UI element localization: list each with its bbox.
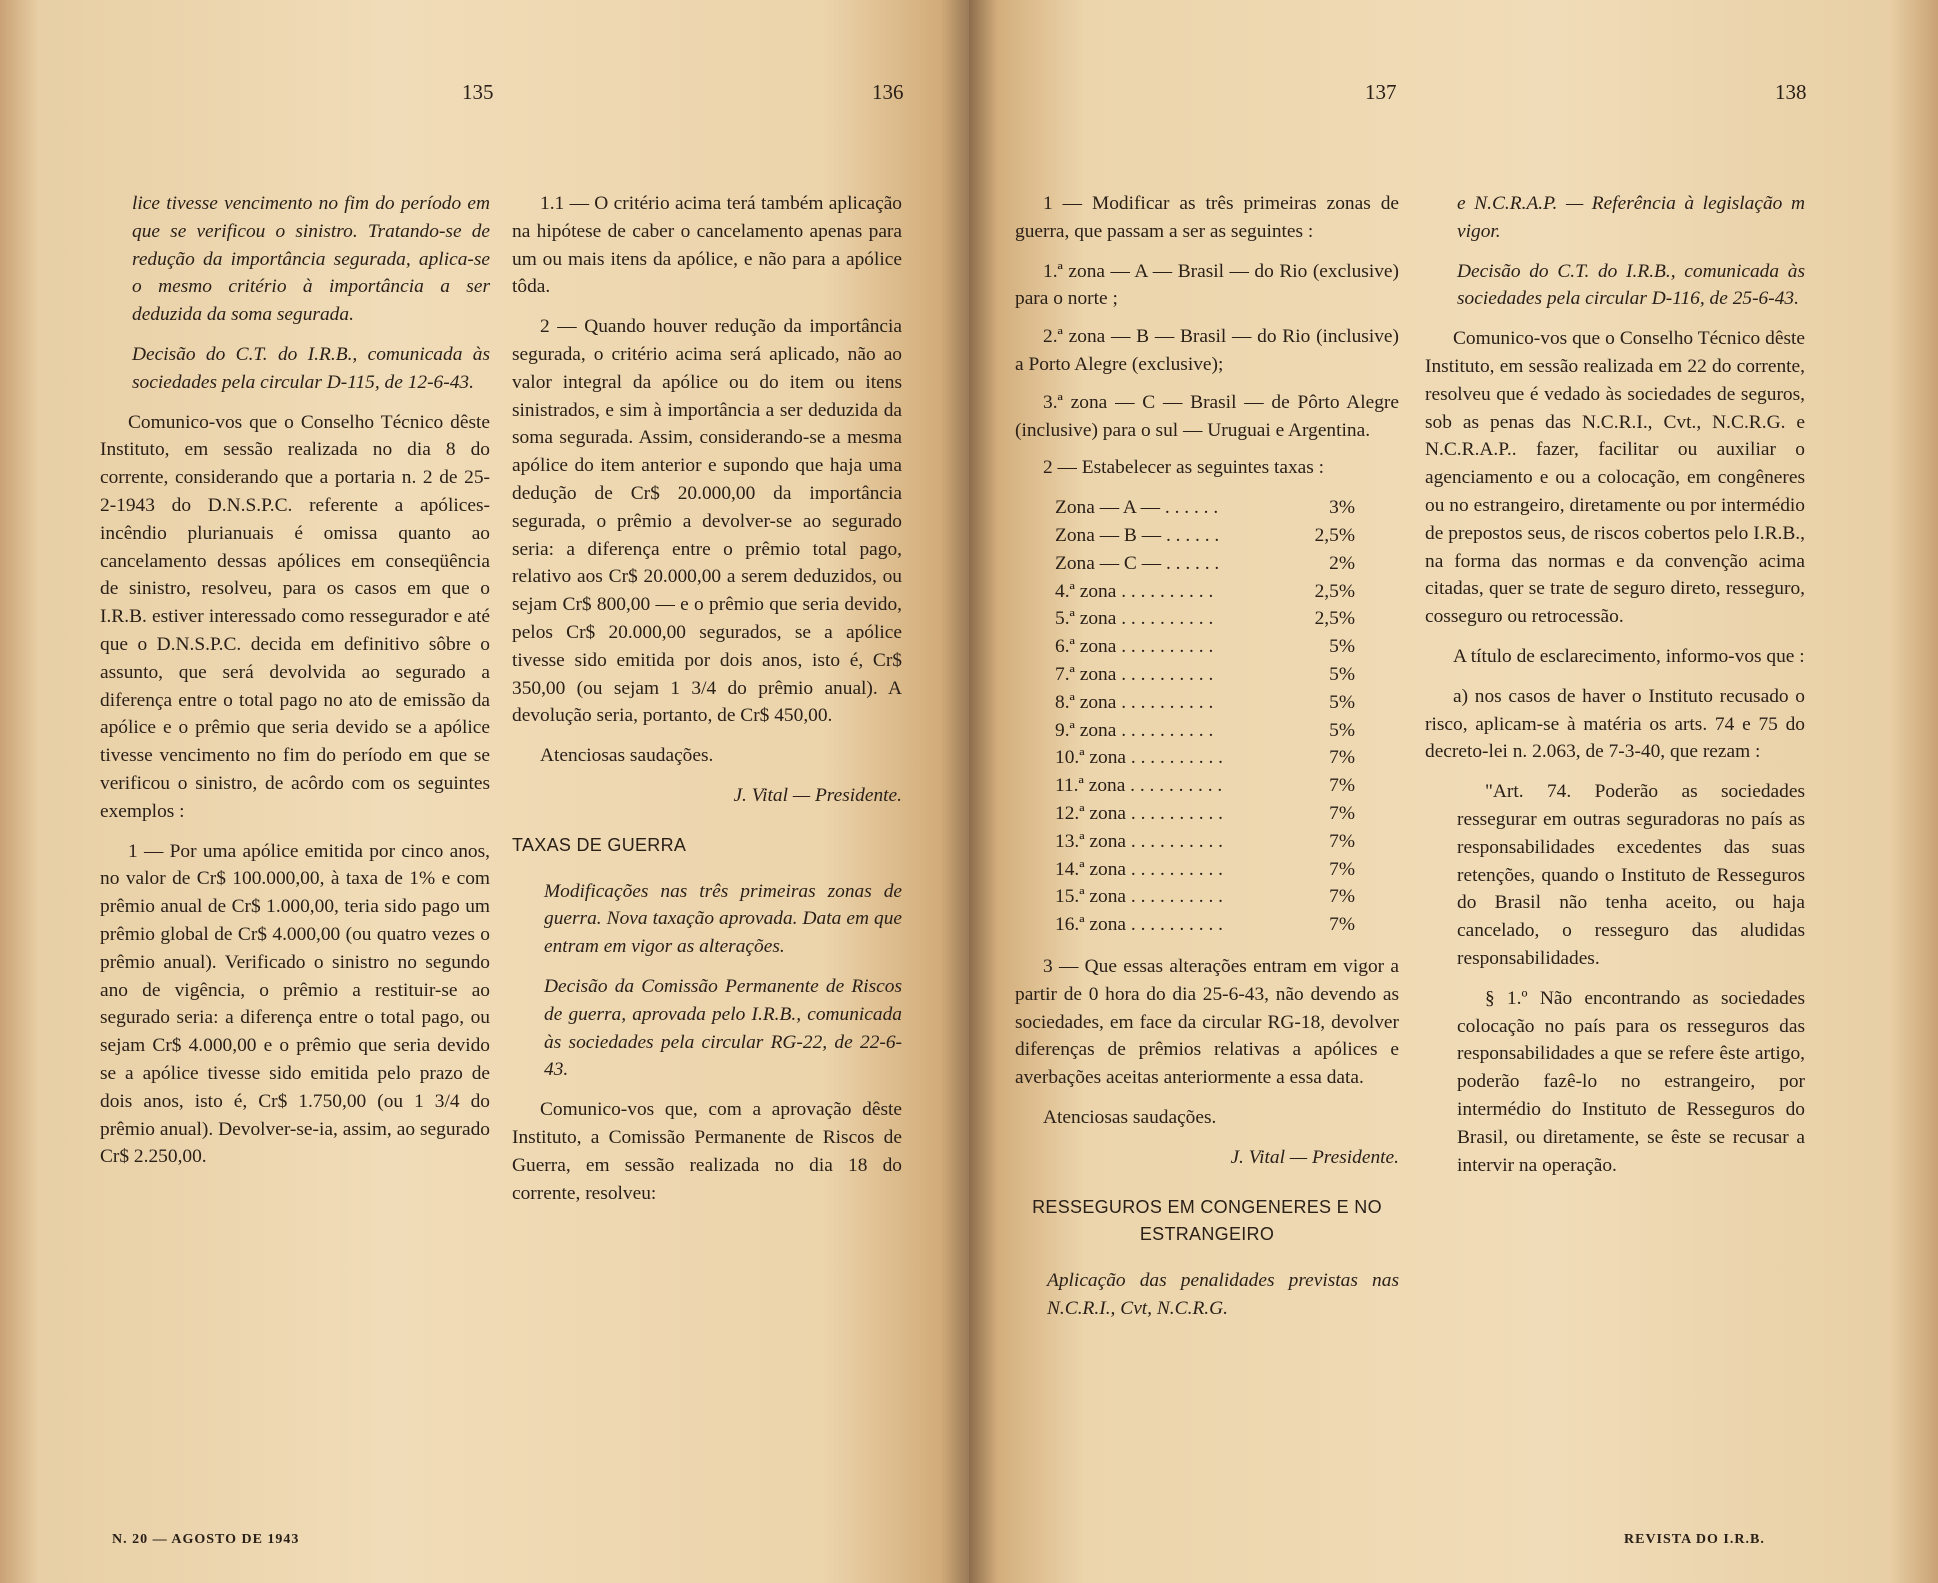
rate-label: 5.ª zona . . . . . . . . . . bbox=[1055, 608, 1214, 630]
rate-label: Zona — C — . . . . . . bbox=[1055, 552, 1220, 574]
rate-row bbox=[1055, 800, 1355, 828]
signature: J. Vital — Presidente. bbox=[733, 784, 902, 806]
paragraph-3: 3 — Que essas alterações entram em vigor a partir de 0 hora do dia 25-6-43, não devendo as sociedades, em face da circular RG-18, devolver diferenças de prêmios relativas a apólices e averbações aceitas anteriormente a essa data. bbox=[1015, 955, 1399, 1089]
paragraph-2: 2 — Quando houver redução da importância segurada, o critério acima será aplicado, não ao valor integral da apólice ou do item ou itens sinistrados, e sim à importância a ser deduzida da soma segurada. Assim, considerando-se a mesma apólice do item anterior e supondo que haja uma dedução de Cr$ 20.000,00 da importância segurada, o prêmio a devolver-se ao segurado seria: a diferença entre o prêmio total pago, relativo aos Cr$ 20.000,00 a serem deduzidos, ou sejam Cr$ 800,00 — e o prêmio que seria devido, pelos Cr$ 20.000,00 segurados, se a apólice tivesse sido emitida por dois anos, isto é, Cr$ 350,00 (ou sejam 1 3/4 do prêmio anual). A devolução seria, portanto, de Cr$ 450,00. bbox=[512, 316, 902, 727]
rate-row bbox=[1055, 522, 1355, 550]
column-137 bbox=[1015, 190, 1399, 1335]
paragraph-communication: Comunico-vos que, com a aprovação dêste Instituto, a Comissão Permanente de Riscos de Guerra, em sessão realizada no dia 18 do corrente, resolveu: bbox=[512, 1099, 902, 1204]
rate-row bbox=[1055, 550, 1355, 578]
rate-table bbox=[1055, 494, 1399, 939]
greeting: Atenciosas saudações. bbox=[1043, 1106, 1217, 1128]
rate-row bbox=[1055, 772, 1355, 800]
section-summary: Modificações nas três primeiras zonas de guerra. Nova taxação aprovada. Data em que entram em vigor as alterações. bbox=[544, 880, 902, 958]
column-136 bbox=[512, 190, 902, 1219]
rate-value: 5% bbox=[1329, 719, 1355, 741]
right-page bbox=[969, 0, 1938, 1583]
rate-row bbox=[1055, 578, 1355, 606]
rate-label: 12.ª zona . . . . . . . . . . bbox=[1055, 802, 1223, 824]
rate-value: 5% bbox=[1329, 663, 1355, 685]
rate-row bbox=[1055, 856, 1355, 884]
decision-note-d116: Decisão do C.T. do I.R.B., comunicada às sociedades pela circular D-116, de 25-6-43. bbox=[1457, 260, 1805, 310]
rate-label: 11.ª zona . . . . . . . . . . bbox=[1055, 775, 1223, 797]
rate-row bbox=[1055, 689, 1355, 717]
footer-journal: REVISTA DO I.R.B. bbox=[1624, 1532, 1765, 1547]
section-summary: Aplicação das penalidades previstas nas N.C.R.I., Cvt, N.C.R.G. bbox=[1047, 1270, 1399, 1319]
zone-2: 2.ª zona — B — Brasil — do Rio (inclusive) a Porto Alegre (exclusive); bbox=[1015, 326, 1399, 375]
rate-label: 13.ª zona . . . . . . . . . . bbox=[1055, 830, 1223, 852]
rate-label: 14.ª zona . . . . . . . . . . bbox=[1055, 858, 1223, 880]
rate-value: 7% bbox=[1329, 775, 1355, 797]
rate-row bbox=[1055, 744, 1355, 772]
greeting: Atenciosas saudações. bbox=[540, 745, 714, 767]
quote-paragraph-1: § 1.º Não encontrando as sociedades colocação no país para os resseguros das responsabilidades a que se refere êste artigo, poderão fazê-lo no estrangeiro, por intermédio do Instituto de Resseguros do Brasil, ou diretamente, se êste se recusar a intervir na operação. bbox=[1457, 987, 1805, 1176]
rate-row bbox=[1055, 911, 1355, 939]
rate-row bbox=[1055, 883, 1355, 911]
rate-row bbox=[1055, 494, 1355, 522]
rate-value: 5% bbox=[1329, 636, 1355, 658]
signature: J. Vital — Presidente. bbox=[1230, 1146, 1399, 1168]
rate-value: 7% bbox=[1329, 747, 1355, 769]
rate-row bbox=[1055, 661, 1355, 689]
page-number-135: 135 bbox=[462, 80, 494, 104]
rate-value: 2,5% bbox=[1314, 580, 1355, 602]
zone-3: 3.ª zona — C — Brasil — de Pôrto Alegre (inclusive) para o sul — Uruguai e Argentina. bbox=[1015, 391, 1399, 441]
paragraph-clarification: A título de esclarecimento, informo-vos que : bbox=[1453, 645, 1805, 667]
rate-value: 2,5% bbox=[1314, 524, 1355, 546]
page-number-137: 137 bbox=[1365, 80, 1397, 104]
page-number-136: 136 bbox=[872, 80, 904, 104]
rate-label: 6.ª zona . . . . . . . . . . bbox=[1055, 636, 1214, 658]
page-number-138: 138 bbox=[1775, 80, 1807, 104]
rate-label: Zona — B — . . . . . . bbox=[1055, 524, 1220, 546]
rate-value: 2% bbox=[1329, 552, 1355, 574]
zone-1: 1.ª zona — A — Brasil — do Rio (exclusive) para o norte ; bbox=[1015, 260, 1399, 310]
paragraph-communication: Comunico-vos que o Conselho Técnico dêste Instituto, em sessão realizada em 22 do corrente, resolveu que é vedado às sociedades de seguros, sob as penas das N.C.R.I., Cvt., N.C.R.G. e N.C.R.A.P.. fazer, facilitar ou auxiliar o agenciamento e ou a colocação, em congêneres ou no estrangeiro, diretamente ou por intermédio de prepostos seus, de riscos cobertos pelo I.R.B., na forma das normas e da convenção acima citadas, quer se trate de seguro direto, resseguro, cosseguro ou retrocessão. bbox=[1425, 328, 1805, 628]
rate-row bbox=[1055, 717, 1355, 745]
column-135 bbox=[100, 190, 490, 1183]
rate-value: 2,5% bbox=[1314, 608, 1355, 630]
quote-article-74: "Art. 74. Poderão as sociedades ressegurar em outras seguradoras no país as responsabilidades excedentes das suas retenções, quando o Instituto de Resseguros do Brasil não tenha aceito, ou haja cancelado, o resseguro das aludidas responsabilidades. bbox=[1457, 781, 1805, 969]
section-summary-continued: e N.C.R.A.P. — Referência à legislação m vigor. bbox=[1457, 193, 1805, 242]
decision-note-d115: Decisão do C.T. do I.R.B., comunicada às sociedades pela circular D-115, de 12-6-43. bbox=[132, 343, 490, 393]
paragraph-example-1: 1 — Por uma apólice emitida por cinco anos, no valor de Cr$ 100.000,00, à taxa de 1% e com prêmio anual de Cr$ 1.000,00, teria sido pago um prêmio global de Cr$ 4.000,00 (ou quatro vezes o prêmio anual). Verificado o sinistro no segundo ano de vigência, o prêmio a restituir-se ao segurado seria: a diferença entre o total pago, ou sejam Cr$ 4.000,00 e o prêmio que seria devido se a apólice tivesse sido emitida pelo prazo de dois anos, isto é, Cr$ 1.750,00 (ou 1 3/4 do prêmio anual). Devolver-se-ia, assim, ao segurado Cr$ 2.250,00. bbox=[100, 840, 490, 1168]
paragraph-2: 2 — Estabelecer as seguintes taxas : bbox=[1043, 457, 1325, 479]
paragraph-1: 1 — Modificar as três primeiras zonas de guerra, que passam a ser as seguintes : bbox=[1015, 193, 1399, 242]
decision-note-rg22: Decisão da Comissão Permanente de Riscos de guerra, aprovada pelo I.R.B., comunicada às sociedades pela circular RG-22, de 22-6-43. bbox=[544, 975, 902, 1081]
rate-value: 7% bbox=[1329, 858, 1355, 880]
rate-label: 16.ª zona . . . . . . . . . . bbox=[1055, 914, 1223, 936]
rate-value: 7% bbox=[1329, 802, 1355, 824]
rate-label: 9.ª zona . . . . . . . . . . bbox=[1055, 719, 1214, 741]
zone-list bbox=[1015, 258, 1399, 445]
paragraph-communication: Comunico-vos que o Conselho Técnico dêste Instituto, em sessão realizada no dia 8 do corrente, considerando que a portaria n. 2 de 25-2-1943 do D.N.S.P.C. referente a apólices-incêndio plurianuais é omissa quanto ao cancelamento dessas apólices em conseqüência de sinistro, resolveu, para os casos em que o I.R.B. estiver interessado como ressegurador e até que o D.N.S.P.C. decida em definitivo sôbre o assunto, que será devolvida ao segurado a diferença entre o total pago no ato de emissão da apólice e o prêmio que seria devido se a apólice tivesse vencimento no fim do período em que se verificou o sinistro, de acôrdo com os seguintes exemplos : bbox=[100, 411, 490, 822]
rate-row bbox=[1055, 633, 1355, 661]
rate-row bbox=[1055, 828, 1355, 856]
rate-value: 3% bbox=[1329, 497, 1355, 519]
rate-label: 10.ª zona . . . . . . . . . . bbox=[1055, 747, 1223, 769]
rate-label: 15.ª zona . . . . . . . . . . bbox=[1055, 886, 1223, 908]
footer-issue: N. 20 — AGOSTO DE 1943 bbox=[112, 1532, 300, 1547]
paragraph-1-1: 1.1 — O critério acima terá também aplicação na hipótese de caber o cancelamento apenas para um ou mais itens da apólice, e não para a apólice tôda. bbox=[512, 193, 902, 298]
rate-value: 7% bbox=[1329, 914, 1355, 936]
rate-label: Zona — A — . . . . . . bbox=[1055, 497, 1219, 519]
rate-value: 5% bbox=[1329, 691, 1355, 713]
rate-label: 7.ª zona . . . . . . . . . . bbox=[1055, 663, 1214, 685]
column-138 bbox=[1425, 190, 1805, 1191]
rate-value: 7% bbox=[1329, 886, 1355, 908]
section-heading-taxas-de-guerra: TAXAS DE GUERRA bbox=[512, 834, 687, 855]
paragraph-item-a: a) nos casos de haver o Instituto recusado o risco, aplicam-se à matéria os arts. 74 e 75 do decreto-lei n. 2.063, de 7-3-40, que rezam : bbox=[1425, 685, 1805, 763]
rate-value: 7% bbox=[1329, 830, 1355, 852]
rate-row bbox=[1055, 605, 1355, 633]
rate-label: 4.ª zona . . . . . . . . . . bbox=[1055, 580, 1214, 602]
italic-continuation: lice tivesse vencimento no fim do período em que se verificou o sinistro. Tratando-se de redução da importância segurada, aplica-se o mesmo critério à importância a ser deduzida da soma segurada. bbox=[132, 193, 490, 326]
rate-label: 8.ª zona . . . . . . . . . . bbox=[1055, 691, 1214, 713]
section-heading-resseguros: RESSEGUROS EM CONGENERES E NO ESTRANGEIRO bbox=[1032, 1196, 1382, 1245]
